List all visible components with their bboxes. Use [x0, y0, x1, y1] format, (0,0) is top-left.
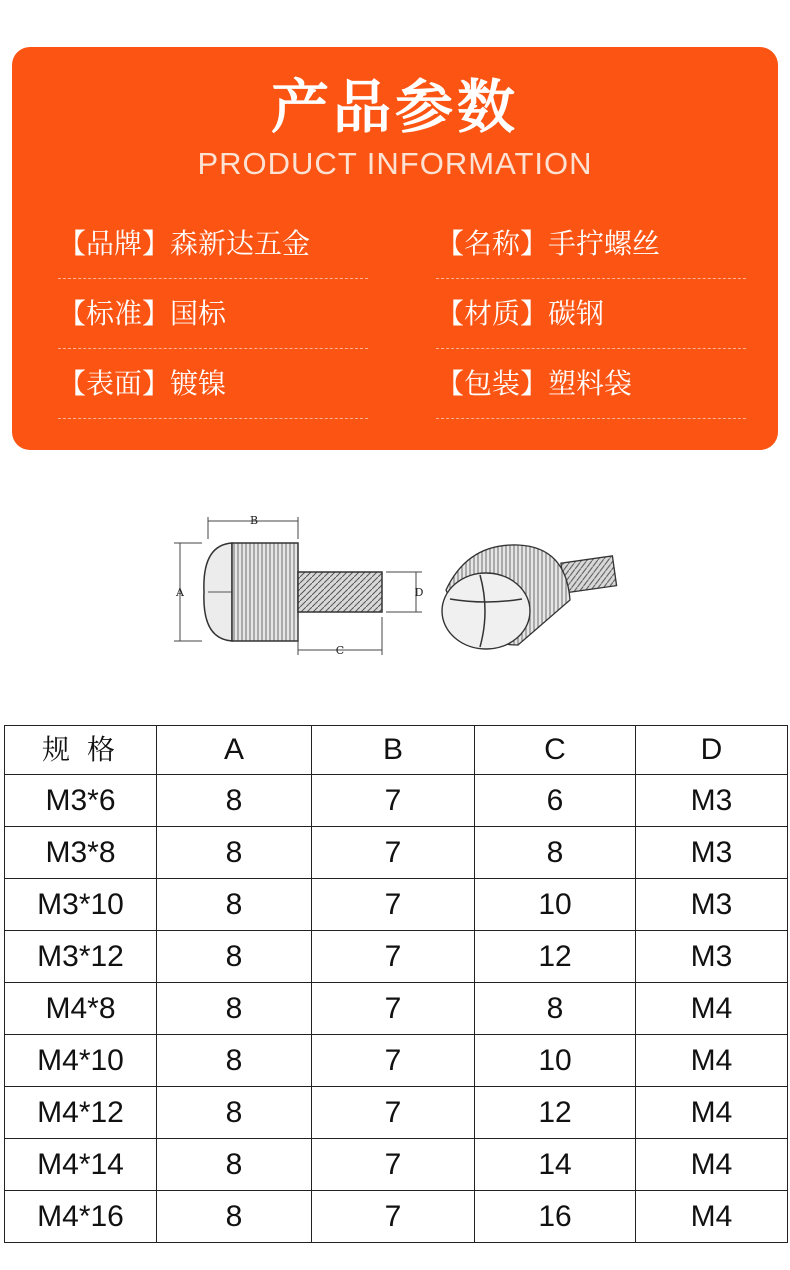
page-title: 产品参数	[270, 73, 519, 141]
table-header-row	[5, 726, 788, 775]
perspective-face	[442, 573, 530, 649]
knurled-head	[232, 543, 298, 641]
spec-surface-text: 【表面】镀镍	[58, 367, 227, 400]
cell-a: 8	[157, 1139, 312, 1191]
cell-d: M3	[636, 879, 788, 931]
cell-spec: M3*12	[5, 931, 157, 983]
cell-d: M3	[636, 775, 788, 827]
threaded-shank	[298, 572, 382, 612]
cell-spec: M4*14	[5, 1139, 157, 1191]
table-row	[5, 1139, 788, 1191]
cell-d: M4	[636, 1139, 788, 1191]
side-view	[174, 514, 424, 657]
spec-standard-text: 【标准】国标	[58, 297, 227, 330]
cell-a: 8	[157, 983, 312, 1035]
cell-c: 16	[475, 1191, 636, 1243]
table-row	[5, 775, 788, 827]
spec-material-text: 【材质】碳钢	[436, 297, 605, 330]
spec-name-text: 【名称】手拧螺丝	[436, 227, 661, 260]
cell-b: 7	[312, 775, 475, 827]
column-header-spec: 规 格	[5, 726, 157, 775]
cell-d: M4	[636, 983, 788, 1035]
cell-b: 7	[312, 827, 475, 879]
perspective-shank	[561, 556, 617, 593]
column-header-c: C	[475, 726, 636, 775]
cell-c: 10	[475, 879, 636, 931]
perspective-view	[442, 545, 617, 649]
divider	[58, 348, 368, 349]
cell-c: 10	[475, 1035, 636, 1087]
cell-b: 7	[312, 1191, 475, 1243]
divider	[58, 278, 368, 279]
cell-c: 12	[475, 931, 636, 983]
table-row	[5, 879, 788, 931]
cell-c: 12	[475, 1087, 636, 1139]
cell-d: M3	[636, 827, 788, 879]
cell-c: 8	[475, 983, 636, 1035]
cell-a: 8	[157, 1087, 312, 1139]
cell-c: 14	[475, 1139, 636, 1191]
cell-spec: M3*6	[5, 775, 157, 827]
table-row	[5, 1087, 788, 1139]
cell-a: 8	[157, 1035, 312, 1087]
dim-c-label: C	[335, 644, 345, 657]
dim-d-label: D	[414, 586, 424, 599]
dim-b-label: B	[249, 514, 259, 527]
table-row	[5, 931, 788, 983]
cell-d: M4	[636, 1087, 788, 1139]
table-row	[5, 1191, 788, 1243]
cell-a: 8	[157, 879, 312, 931]
divider	[436, 278, 746, 279]
spec-packaging-text: 【包装】塑料袋	[436, 367, 633, 400]
spec-table	[4, 725, 788, 1243]
divider	[436, 418, 746, 419]
cell-spec: M4*12	[5, 1087, 157, 1139]
column-header-d: D	[636, 726, 788, 775]
table-row	[5, 1035, 788, 1087]
cell-b: 7	[312, 983, 475, 1035]
cell-d: M4	[636, 1191, 788, 1243]
cell-a: 8	[157, 775, 312, 827]
spec-brand-text: 【品牌】森新达五金	[58, 227, 311, 260]
cell-a: 8	[157, 1191, 312, 1243]
cell-c: 6	[475, 775, 636, 827]
table-row	[5, 983, 788, 1035]
cell-spec: M4*16	[5, 1191, 157, 1243]
cell-c: 8	[475, 827, 636, 879]
divider	[58, 418, 368, 419]
cell-b: 7	[312, 931, 475, 983]
cell-spec: M3*8	[5, 827, 157, 879]
column-header-b: B	[312, 726, 475, 775]
column-header-a: A	[157, 726, 312, 775]
cell-b: 7	[312, 879, 475, 931]
page-subtitle: PRODUCT INFORMATION	[197, 146, 593, 181]
table-row	[5, 827, 788, 879]
cell-a: 8	[157, 827, 312, 879]
cell-b: 7	[312, 1139, 475, 1191]
dim-a-label: A	[176, 586, 184, 599]
cell-b: 7	[312, 1087, 475, 1139]
cell-d: M3	[636, 931, 788, 983]
cell-spec: M4*8	[5, 983, 157, 1035]
cell-spec: M3*10	[5, 879, 157, 931]
cell-d: M4	[636, 1035, 788, 1087]
cell-b: 7	[312, 1035, 475, 1087]
cell-spec: M4*10	[5, 1035, 157, 1087]
divider	[436, 348, 746, 349]
cell-a: 8	[157, 931, 312, 983]
thumb-screw-diagram	[168, 505, 622, 675]
